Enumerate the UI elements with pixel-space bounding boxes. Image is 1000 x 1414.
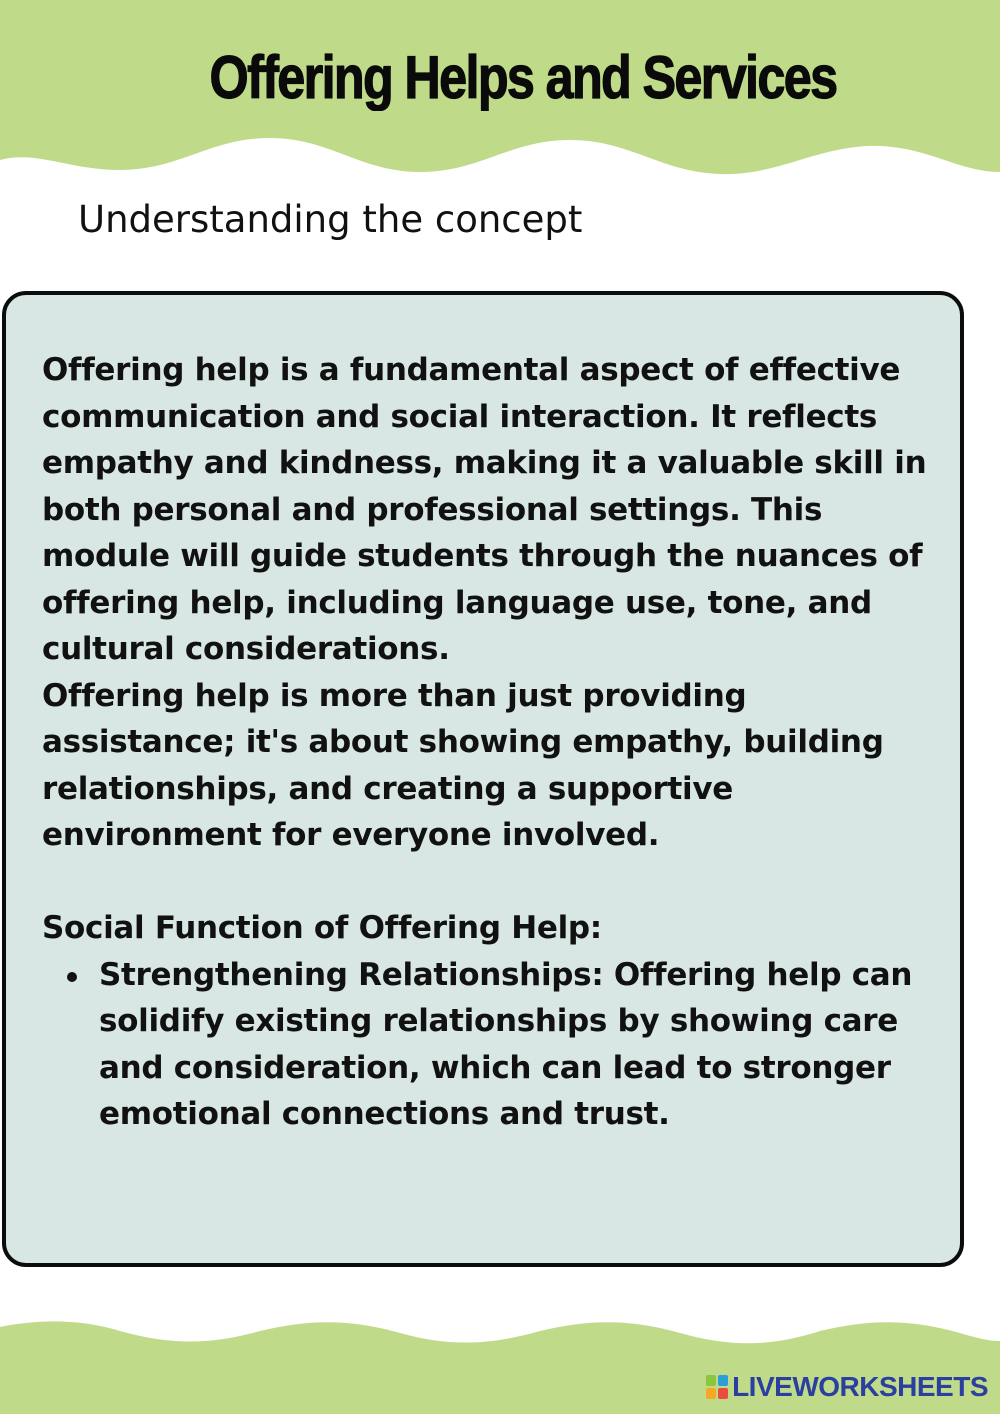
liveworksheets-brand[interactable]	[706, 1370, 988, 1404]
page-title: Offering Helps and Services	[209, 44, 837, 111]
bullet-item: Strengthening Relationships: Offering help can solidify existing relationships by showing care and consideration, which can lead to stronger emotional connections and trust.	[99, 952, 942, 1138]
card-body	[42, 347, 942, 1138]
liveworksheets-logo-icon	[706, 1375, 728, 1399]
social-function-heading: Social Function of Offering Help:	[42, 910, 602, 946]
spacer	[42, 859, 942, 906]
content-card	[2, 291, 964, 1267]
bullet-list	[42, 952, 942, 1138]
second-paragraph: Offering help is more than just providing assistance; it's about showing empathy, building relationships, and creating a supportive environment for everyone involved.	[42, 677, 884, 853]
intro-paragraph: Offering help is a fundamental aspect of effective communication and social interaction. It reflects empathy and kindness, making it a valuable skill in both personal and professional settings. This module will guide students through the nuances of offering help, including language use, tone, and cultural considerations.	[42, 352, 927, 667]
section-subtitle: Understanding the concept	[78, 198, 583, 241]
brand-name: LIVEWORKSHEETS	[732, 1371, 988, 1402]
